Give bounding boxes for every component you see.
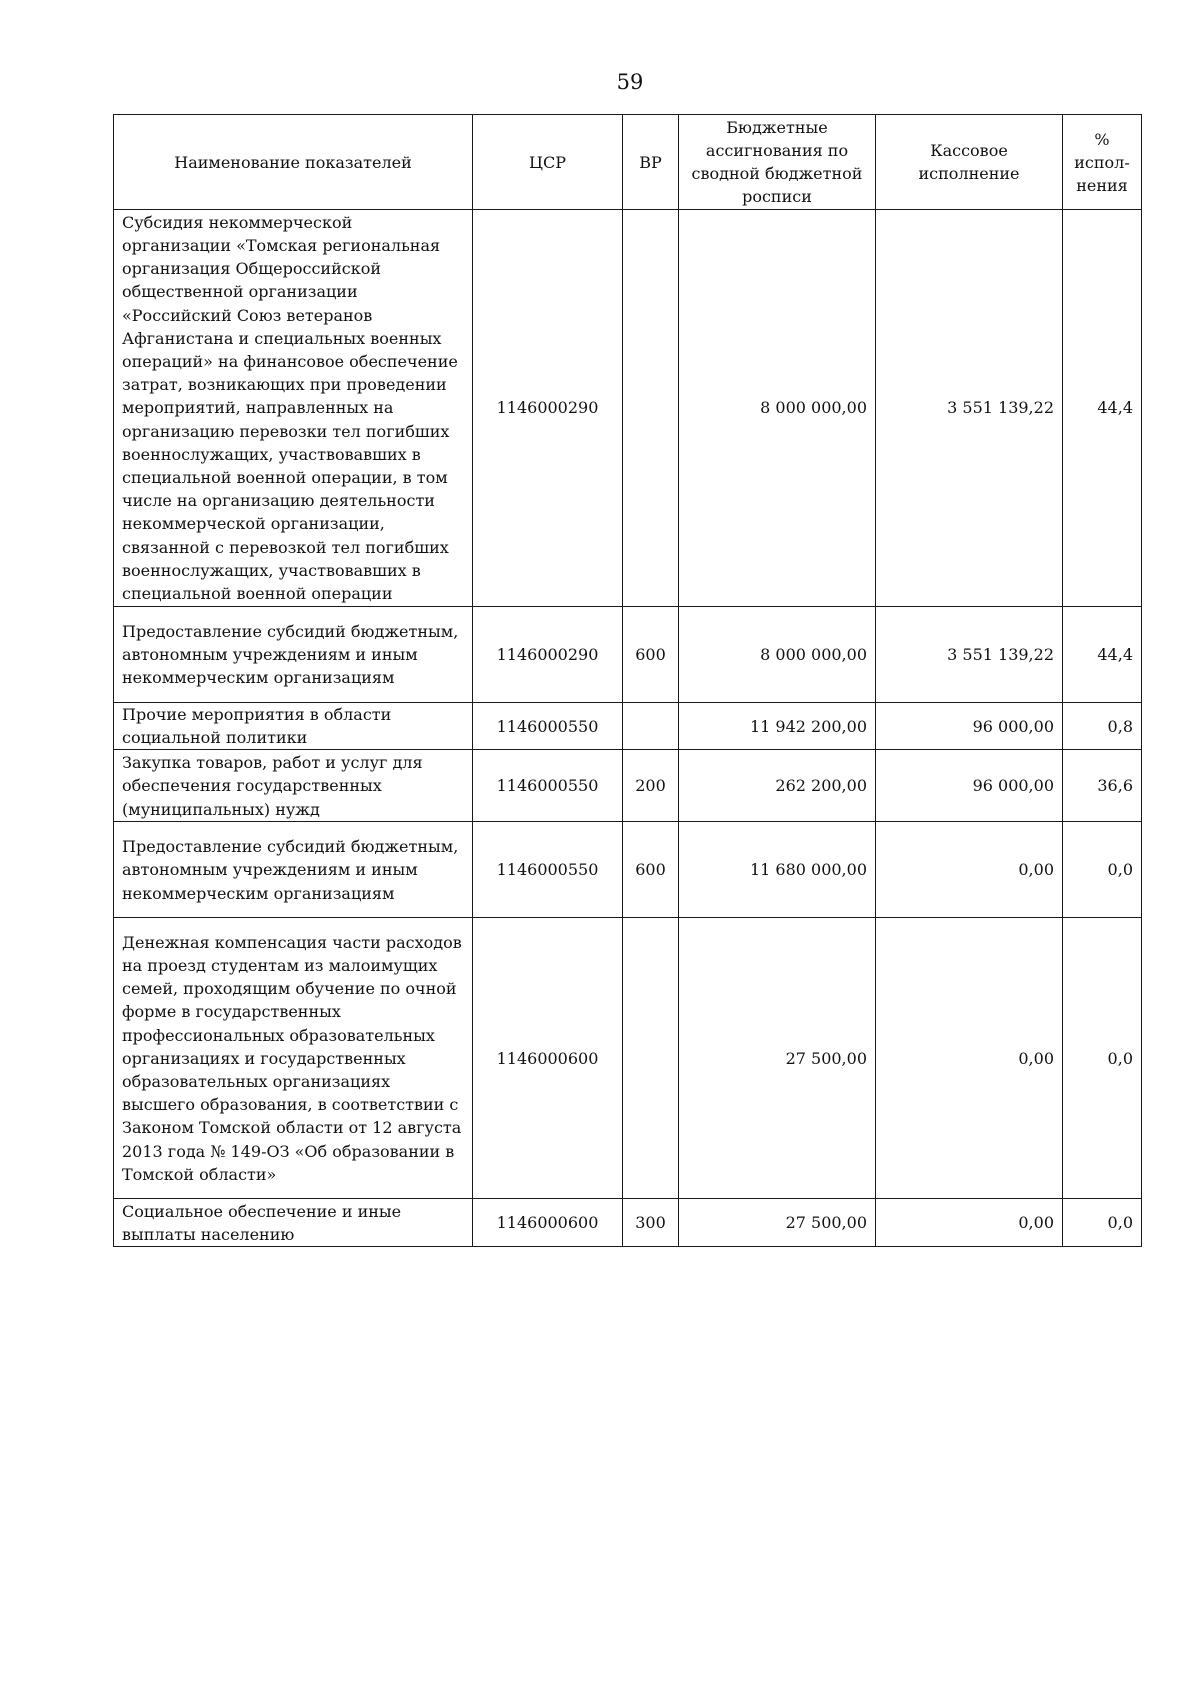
cell-percent: 44,4 xyxy=(1063,210,1142,607)
cell-cash: 3 551 139,22 xyxy=(876,210,1063,607)
cell-percent: 0,0 xyxy=(1063,918,1142,1199)
table-row xyxy=(114,1199,1142,1247)
cell-cash: 0,00 xyxy=(876,1199,1063,1247)
cell-budget: 8 000 000,00 xyxy=(679,210,876,607)
cell-csr: 1146000600 xyxy=(473,918,623,1199)
table-row xyxy=(114,703,1142,750)
cell-budget: 262 200,00 xyxy=(679,750,876,822)
cell-percent: 36,6 xyxy=(1063,750,1142,822)
header-cash: Кассовое исполнение xyxy=(876,115,1063,210)
cell-percent: 44,4 xyxy=(1063,607,1142,703)
cell-budget: 27 500,00 xyxy=(679,918,876,1199)
cell-cash: 0,00 xyxy=(876,822,1063,918)
header-csr: ЦСР xyxy=(473,115,623,210)
page-number: 59 xyxy=(616,70,644,94)
cell-name: Субсидия некоммерческой организации «Томская региональная организация Общероссийской общественной организации «Российский Союз ветеранов Афганистана и специальных военных операций» на финансовое обеспечение затрат, возникающих при проведении мероприятий, направленных на организацию перевозки тел погибших военнослужащих, участвовавших в специальной военной операции, в том числе на организацию деятельности некоммерческой организации, связанной с перевозкой тел погибших военнослужащих, участвовавших в специальной военной операции xyxy=(114,210,473,607)
cell-csr: 1146000290 xyxy=(473,607,623,703)
cell-budget: 11 942 200,00 xyxy=(679,703,876,750)
cell-budget: 8 000 000,00 xyxy=(679,607,876,703)
cell-percent: 0,0 xyxy=(1063,822,1142,918)
cell-vr: 600 xyxy=(623,822,679,918)
cell-csr: 1146000600 xyxy=(473,1199,623,1247)
cell-name: Предоставление субсидий бюджетным, автономным учреждениям и иным некоммерческим организациям xyxy=(114,607,473,703)
cell-cash: 3 551 139,22 xyxy=(876,607,1063,703)
cell-vr: 200 xyxy=(623,750,679,822)
header-percent: % испол-нения xyxy=(1063,115,1142,210)
cell-cash: 96 000,00 xyxy=(876,750,1063,822)
cell-vr xyxy=(623,918,679,1199)
table-row xyxy=(114,607,1142,703)
budget-table xyxy=(113,114,1142,1247)
table-row xyxy=(114,750,1142,822)
cell-name: Денежная компенсация части расходов на проезд студентам из малоимущих семей, проходящим обучение по очной форме в государственных профессиональных образовательных организациях и государственных образовательных организациях высшего образования, в соответствии с Законом Томской области от 12 августа 2013 года № 149-ОЗ «Об образовании в Томской области» xyxy=(114,918,473,1199)
cell-budget: 27 500,00 xyxy=(679,1199,876,1247)
table-header-row xyxy=(114,115,1142,210)
cell-csr: 1146000550 xyxy=(473,703,623,750)
header-budget: Бюджетные ассигнования по сводной бюджетной росписи xyxy=(679,115,876,210)
header-name: Наименование показателей xyxy=(114,115,473,210)
cell-percent: 0,0 xyxy=(1063,1199,1142,1247)
cell-percent: 0,8 xyxy=(1063,703,1142,750)
cell-budget: 11 680 000,00 xyxy=(679,822,876,918)
cell-cash: 0,00 xyxy=(876,918,1063,1199)
cell-name: Закупка товаров, работ и услуг для обеспечения государственных (муниципальных) нужд xyxy=(114,750,473,822)
header-vr: ВР xyxy=(623,115,679,210)
table-row xyxy=(114,210,1142,607)
cell-name: Предоставление субсидий бюджетным, автономным учреждениям и иным некоммерческим организациям xyxy=(114,822,473,918)
cell-csr: 1146000550 xyxy=(473,822,623,918)
cell-vr xyxy=(623,210,679,607)
cell-vr: 300 xyxy=(623,1199,679,1247)
cell-cash: 96 000,00 xyxy=(876,703,1063,750)
cell-vr: 600 xyxy=(623,607,679,703)
cell-csr: 1146000550 xyxy=(473,750,623,822)
cell-name: Социальное обеспечение и иные выплаты населению xyxy=(114,1199,473,1247)
cell-csr: 1146000290 xyxy=(473,210,623,607)
cell-name: Прочие мероприятия в области социальной политики xyxy=(114,703,473,750)
cell-vr xyxy=(623,703,679,750)
table-row xyxy=(114,822,1142,918)
table-row xyxy=(114,918,1142,1199)
